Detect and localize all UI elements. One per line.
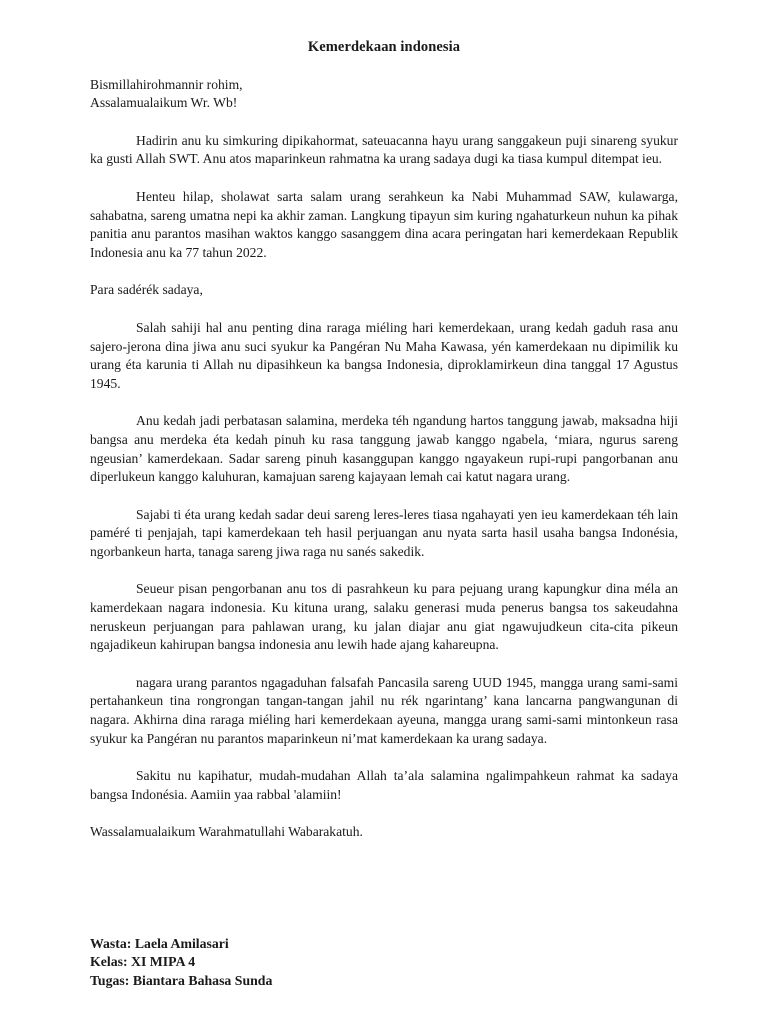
paragraph-sacrifice: Seueur pisan pengorbanan anu tos di pasrahkeun ku para pejuang urang kapungkur dina méla an kamerdekaan nagara indonesia. Ku kituna urang, salaku generasi muda penerus bangsa tos sakeudahna neruskeun perjuangan para pahlawan urang, ku jalan diajar anu giat ngawujudkeun cita-cita pikeun ngajadikeun kahirupan bangsa indonesia anu lewih hade ajang kahareupna.	[90, 581, 678, 653]
paragraph-pancasila: nagara urang parantos ngagaduhan falsafah Pancasila sareng UUD 1945, mangga urang sami-sami pertahankeun tina rongrongan tangan-tangan jahil nu rék ngarintang’ kana lancarna pangwangunan di nagara. Akhirna dina raraga miéling hari kemerdekaan ayeuna, mangga urang sami-sami mintonkeun rasa syukur ka Pangéran nu parantos maparinkeun ni’mat kamerdekaan ka urang sadaya.	[90, 674, 678, 746]
assignment-title: Tugas: Biantara Bahasa Sunda	[90, 972, 273, 988]
paragraph-sholawat: Henteu hilap, sholawat sarta salam urang serahkeun ka Nabi Muhammad SAW, kulawarga, sahabatna, sareng umatna nepi ka akhir zaman. Langkung tipayun sim kuring ngahaturkeun nuhun ka pihak panitia anu parantos masihan waktos kanggo sasanggem dina acara peringatan hari kemerdekaan Republik Indonesia anu ka 77 tahun 2022.	[90, 188, 678, 260]
paragraph-closing-greeting: Wassalamualaikum Warahmatullahi Wabarakatuh.	[90, 824, 363, 840]
paragraph-responsibility: Anu kedah jadi perbatasan salamina, merdeka téh ngandung hartos tanggung jawab, maksadna hiji bangsa anu merdeka éta kedah pinuh ku rasa tanggung jawab kanggo ngabela, ‘miara, ngurus sareng ngeusian’ kamerdekaan. Sadar sareng pinuh kasanggupan kanggo ngayakeun rupi-rupi pangorbanan anu diperlukeun kanggo kaluhuran, kamajuan sareng kajayaan lemah cai katut nagara urang.	[90, 413, 678, 485]
paragraph-opening-praise: Hadirin anu ku simkuring dipikahormat, sateuacanna hayu urang sanggakeun puji sinareng syukur ka gusti Allah SWT. Anu atos maparinkeun rahmatna ka urang sadaya dugi ka tiasa kumpul ditempat ieu.	[90, 132, 678, 167]
document-title: Kemerdekaan indonesia	[307, 39, 461, 55]
author-class: Kelas: XI MIPA 4	[90, 954, 196, 970]
opening-salutation	[90, 76, 678, 113]
paragraph-gratitude: Salah sahiji hal anu penting dina raraga miéling hari kemerdekaan, urang kedah gaduh rasa anu sajero-jerona dina jiwa anu suci syukur ka Pangéran Nu Maha Kawasa, yén kamerdekaan nu dipimilik ku urang éta karunia ti Allah nu dipasihkeun ka bangsa Indonesia, diproklamirkeun dina tanggal 17 Agustus 1945.	[90, 319, 678, 391]
paragraph-address: Para sadérék sadaya,	[90, 282, 203, 298]
author-name: Wasta: Laela Amilasari	[90, 936, 229, 951]
paragraph-awareness: Sajabi ti éta urang kedah sadar deui sareng leres-leres tiasa ngahayati yen ieu kamerdekaan téh lain paméré ti penjajah, tapi kamerdekaan teh hasil perjuangan anu nyata sarta hasil usaha bangsa Indonésia, ngorbankeun harta, tanaga sareng jiwa raga nu sanés sakedik.	[90, 506, 678, 559]
salutation-line-1: Bismillahirohmannir rohim,	[90, 76, 243, 92]
salutation-line-2: Assalamualaikum Wr. Wb!	[90, 95, 238, 111]
paragraph-closing-prayer: Sakitu nu kapihatur, mudah-mudahan Allah ta’ala salamina ngalimpahkeun rahmat ka sadaya bangsa Indonésia. Aamiin yaa rabbal 'alamiin!	[90, 768, 678, 802]
author-signature-block	[90, 935, 272, 990]
